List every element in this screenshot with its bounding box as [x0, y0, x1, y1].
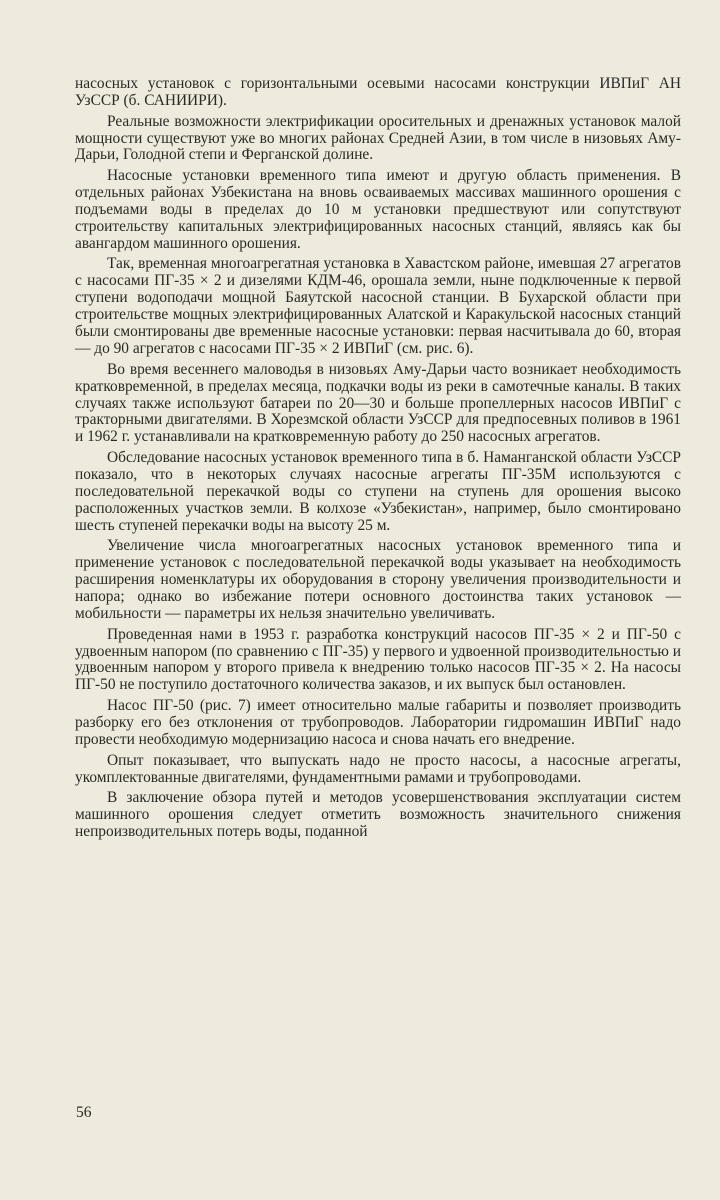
paragraph: Увеличение числа многоагрегатных насосных установок временного типа и применение установок с последовательной перекачкой воды указывает на необходимость расширения номенклатуры их оборудования в сторону увеличения производительности и напора; однако во избежание потери основного достоинства таких установок — мобильности — параметры их нельзя значительно увеличивать.: [75, 537, 681, 622]
paragraph: насосных установок с горизонтальными осевыми насосами конструкции ИВПиГ АН УзССР (б. САНИИРИ).: [75, 75, 681, 109]
paragraph: Обследование насосных установок временного типа в б. Наманганской области УзССР показало, что в некоторых случаях насосные агрегаты ПГ-35М используются с последовательной перекачкой воды со ступени на ступень для орошения высоко расположенных участков земли. В колхозе «Узбекистан», например, было смонтировано шесть ступеней перекачки воды на высоту 25 м.: [75, 449, 681, 534]
paragraph: В заключение обзора путей и методов усовершенствования эксплуатации систем машинного орошения следует отметить возможность значительного снижения непроизводительных потерь воды, поданной: [75, 789, 681, 841]
paragraph: Во время весеннего маловодья в низовьях Аму-Дарьи часто возникает необходимость кратковременной, в пределах месяца, подкачки воды из реки в самотечные каналы. В таких случаях также используют батареи по 20—30 и больше пропеллерных насосов ИВПиГ с тракторными двигателями. В Хорезмской области УзССР для предпосевных поливов в 1961 и 1962 г. устанавливали на кратковременную работу до 250 насосных агрегатов.: [75, 360, 681, 446]
paragraph: Реальные возможности электрификации оросительных и дренажных установок малой мощности существуют уже во многих районах Средней Азии, в том числе в низовьях Аму-Дарьи, Голодной степи и Ферганской долине.: [75, 112, 681, 164]
paragraph: Насосные установки временного типа имеют и другую область применения. В отдельных районах Узбекистана на вновь осваиваемых массивах машинного орошения с подъемами воды в пределах до 10 м установки предшествуют или сопутствуют строительству капитальных электрифицированных насосных станций, являясь как бы авангардом машинного орошения.: [75, 167, 681, 252]
paragraph: Проведенная нами в 1953 г. разработка конструкций насосов ПГ-35 × 2 и ПГ-50 с удвоенным напором (по сравнению с ПГ-35) у первого и удвоенной производительностью и удвоенным напором у второго привела к внедрению только насосов ПГ-35 × 2. На насосы ПГ-50 не поступило достаточного количества заказов, и их выпуск был остановлен.: [75, 625, 681, 694]
paragraph: Так, временная многоагрегатная установка в Хавастском районе, имевшая 27 агрегатов с насосами ПГ-35 × 2 и дизелями КДМ-46, орошала земли, ныне подключенные к первой ступени водоподачи мощной Баяутской насосной станции. В Бухарской области при строительстве мощных электрифицированных Алатской и Каракульской насосных станций были смонтированы две временные насосные установки: первая насчитывала до 60, вторая — до 90 агрегатов с насосами ПГ-35 × 2 ИВПиГ (см. рис. 6).: [75, 255, 681, 357]
page-number: 56: [76, 1104, 92, 1121]
body-text: [75, 76, 681, 845]
paragraph: Опыт показывает, что выпускать надо не просто насосы, а насосные агрегаты, укомплектованные двигателями, фундаментными рамами и трубопроводами.: [75, 751, 681, 786]
paragraph: Насос ПГ-50 (рис. 7) имеет относительно малые габариты и позволяет производить разборку его без отклонения от трубопроводов. Лаборатории гидромашин ИВПиГ надо провести необходимую модернизацию насоса и снова начать его внедрение.: [75, 697, 681, 748]
